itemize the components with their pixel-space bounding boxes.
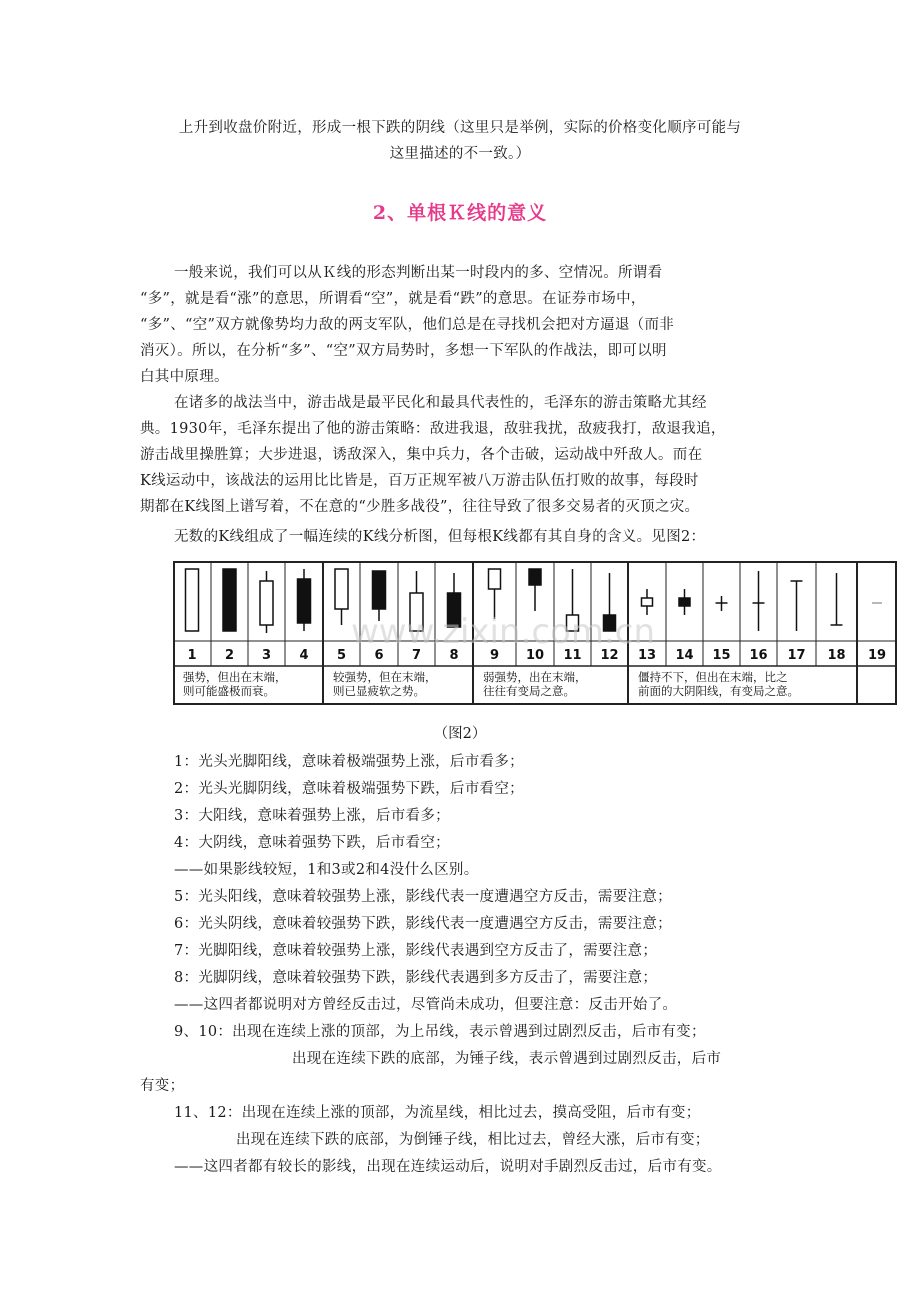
list-item: 5：光头阳线，意味着较强势上涨，影线代表一度遭遇空方反击，需要注意； bbox=[174, 889, 672, 905]
candle-number: 5 bbox=[336, 648, 347, 663]
candle-body-bearish bbox=[529, 569, 541, 585]
figure-note-line: 则可能盛极而衰。 bbox=[183, 684, 275, 698]
list-item: 11、12：出现在连续上涨的顶部，为流星线，相比过去，摸高受阻，后市有变； bbox=[174, 1105, 701, 1121]
figure-note-line: 往往有变局之意。 bbox=[483, 684, 575, 698]
list-item: 4：大阴线，意味着强势下跌，后市看空； bbox=[174, 835, 450, 851]
list-item: ——这四者都说明对方曾经反击过，尽管尚未成功，但要注意：反击开始了。 bbox=[174, 997, 678, 1013]
candle-body-bearish bbox=[298, 579, 311, 623]
figure-note-line: 强势，但出在末端， bbox=[183, 670, 287, 684]
para2-line: 典。1930年，毛泽东提出了他的游击策略：敌进我退，敌驻我扰，敌疲我打，敌退我追， bbox=[140, 421, 726, 437]
candle-number: 13 bbox=[637, 648, 657, 663]
candle-body-bearish bbox=[223, 569, 236, 631]
para1-line: 消灭）。所以，在分析“多”、“空”双方局势时，多想一下军队的作战法，即可以明 bbox=[140, 343, 667, 359]
list-item: 6：光头阴线，意味着较强势下跌，影线代表一度遭遇空方反击，需要注意； bbox=[174, 916, 672, 932]
figure-note-line: 僵持不下，但出在末端，比之 bbox=[638, 670, 788, 684]
candle-number: 1 bbox=[187, 648, 197, 663]
list-item: ——如果影线较短，1和3或2和4没什么区别。 bbox=[174, 862, 479, 878]
list-item: 3：大阳线，意味着强势上涨，后市看多； bbox=[174, 808, 450, 824]
candle-number: 9 bbox=[489, 648, 500, 663]
candle-number: 10 bbox=[525, 648, 545, 663]
list-item: 7：光脚阳线，意味着较强势上涨，影线代表遇到空方反击了，需要注意； bbox=[174, 943, 658, 959]
candle-number: 8 bbox=[449, 648, 459, 663]
list-item: ——这四者都有较长的影线，出现在连续运动后，说明对手剧烈反击过，后市有变。 bbox=[174, 1159, 722, 1175]
candle-body-bullish bbox=[186, 569, 199, 631]
para2-line: 在诸多的战法当中，游击战是最平民化和最具代表性的，毛泽东的游击策略尤其经 bbox=[174, 395, 707, 411]
figure-note-line: 较强势，但在末端， bbox=[333, 670, 437, 684]
para2-line: 期都在K线图上谱写着，不在意的“少胜多战役”，往往导致了很多交易者的灭顶之灾。 bbox=[140, 499, 700, 515]
para1-line: “多”、“空”双方就像势均力敌的两支军队，他们总是在寻找机会把对方逼退（而非 bbox=[140, 317, 675, 333]
para2-line: 游击战里操胜算；大步进退，诱敌深入，集中兵力，各个击破，运动战中歼敌人。而在 bbox=[140, 447, 703, 463]
candle-number: 7 bbox=[411, 648, 422, 663]
list-item: 9、10：出现在连续上涨的顶部，为上吊线，表示曾遇到过剧烈反击，后市有变； bbox=[174, 1024, 706, 1040]
candle-number: 17 bbox=[787, 648, 806, 663]
candle-number: 15 bbox=[712, 648, 731, 663]
list-item: 有变； bbox=[140, 1078, 185, 1094]
section-heading: 2、单根Ｋ线的意义 bbox=[372, 202, 548, 224]
candle-number: 19 bbox=[867, 648, 887, 663]
candle-number: 2 bbox=[224, 648, 235, 663]
candle-number: 4 bbox=[299, 648, 309, 663]
candle-number: 12 bbox=[600, 648, 619, 663]
candle-number: 6 bbox=[374, 648, 384, 663]
figure-caption: （图2） bbox=[433, 726, 487, 742]
candle-number: 18 bbox=[827, 648, 846, 663]
candle-body-bullish bbox=[642, 598, 653, 606]
candlestick-figure bbox=[173, 561, 897, 705]
candle-number: 16 bbox=[749, 648, 768, 663]
list-item: 8：光脚阴线，意味着较强势下跌，影线代表遇到多方反击了，需要注意； bbox=[174, 970, 658, 986]
candle-body-bullish bbox=[489, 569, 501, 589]
para2-line: K线运动中，该战法的运用比比皆是，百万正规军被八万游击队伍打败的故事，每段时 bbox=[140, 473, 699, 489]
candle-number: 14 bbox=[675, 648, 694, 663]
intro-line-1: 上升到收盘价附近，形成一根下跌的阴线（这里只是举例，实际的价格变化顺序可能与 bbox=[178, 120, 742, 136]
candle-body-bearish bbox=[679, 598, 690, 606]
para1-line: “多”，就是看“涨”的意思，所谓看“空”，就是看“跌”的意思。在证券市场中， bbox=[140, 291, 646, 307]
para1-line: 白其中原理。 bbox=[140, 369, 229, 385]
candle-number: 11 bbox=[563, 648, 582, 663]
para1-line: 一般来说，我们可以从Ｋ线的形态判断出某一时段内的多、空情况。所谓看 bbox=[174, 265, 663, 281]
list-item: 2：光头光脚阴线，意味着极端强势下跌，后市看空； bbox=[174, 781, 524, 797]
candle-body-bullish bbox=[260, 581, 273, 625]
figure-note-line: 前面的大阴阳线，有变局之意。 bbox=[638, 684, 799, 698]
candle-body-bearish bbox=[373, 571, 386, 609]
intro-line-2: 这里描述的不一致。） bbox=[389, 146, 531, 162]
watermark-text: www.zixin.com.cn bbox=[351, 612, 655, 652]
list-item: 出现在连续下跌的底部，为倒锤子线，相比过去，曾经大涨，后市有变； bbox=[236, 1132, 710, 1148]
list-item: 出现在连续下跌的底部，为锤子线，表示曾遇到过剧烈反击，后市 bbox=[292, 1051, 722, 1067]
candle-number: 3 bbox=[261, 648, 272, 663]
candle-body-bullish bbox=[335, 569, 348, 609]
figure-notes bbox=[183, 670, 799, 698]
figure-note-line: 弱强势，出在末端， bbox=[483, 670, 587, 684]
candlestick-svg bbox=[173, 561, 897, 705]
list-item: 1：光头光脚阳线，意味着极端强势上涨，后市看多； bbox=[174, 754, 524, 770]
para3-line: 无数的K线组成了一幅连续的K线分析图，但每根K线都有其自身的含义。见图2： bbox=[174, 529, 706, 545]
figure-note-line: 则已显疲软之势。 bbox=[333, 684, 425, 698]
